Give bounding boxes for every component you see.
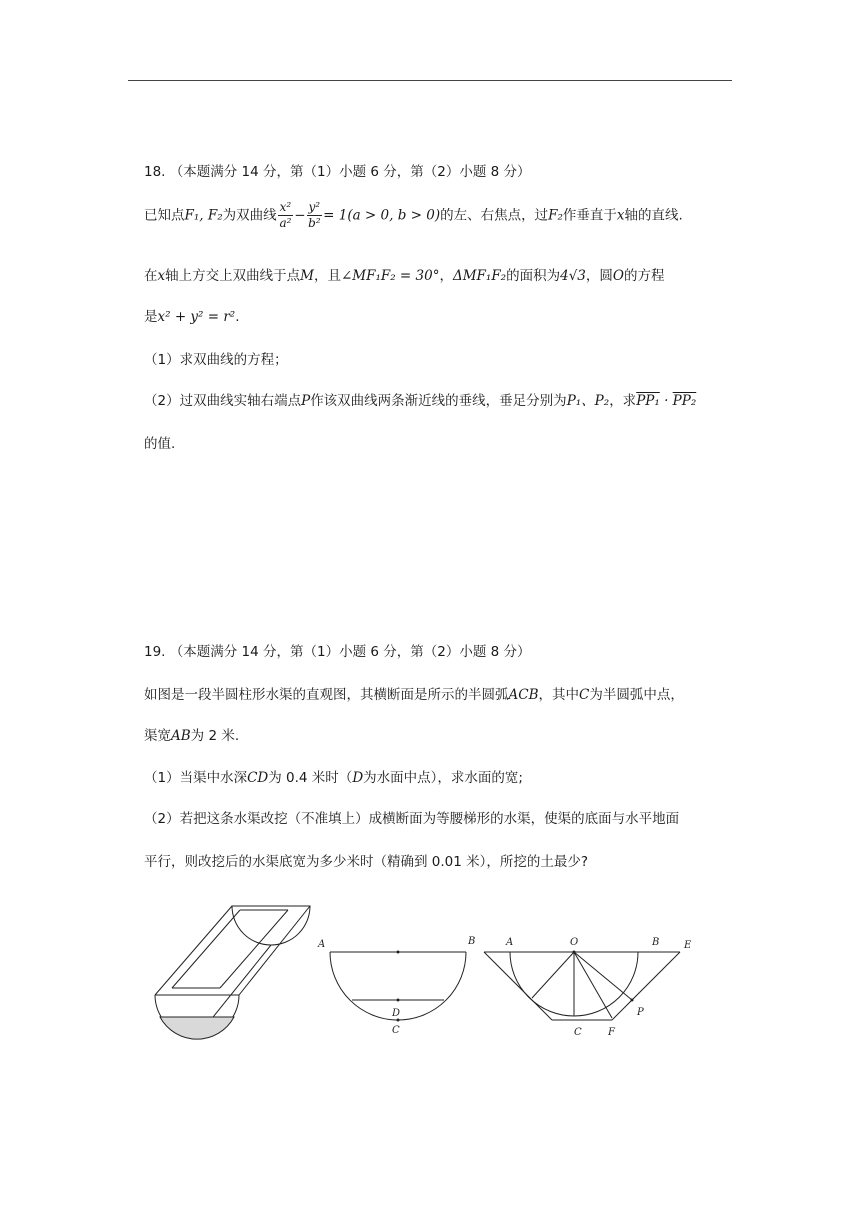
label-e: E [684, 940, 692, 951]
vector-pp1: PP₁ [636, 393, 660, 409]
segment-of [574, 952, 612, 1018]
figure-trapezoid-section [480, 932, 700, 1042]
segment-op [574, 952, 632, 1000]
point-o [573, 951, 576, 954]
back-half-circle [232, 906, 310, 945]
point-p [631, 999, 634, 1002]
center-point [397, 951, 400, 954]
q18-part2: （2）过双曲线实轴右端点P作该双曲线两条渐近线的垂线，垂足分别为P₁、P₂，求PP₁ · PP₂ [144, 393, 697, 409]
math-triangle: ΔMF₁F₂ [452, 268, 507, 284]
figure-channel-perspective [150, 900, 320, 1045]
q18-line3: 是x² + y² = r². [144, 309, 240, 325]
q19-part2-line1: （2）若把这条水渠改挖（不准填上）成横断面为等腰梯形的水渠，使渠的底面与水平地面 [144, 811, 680, 827]
label-d: D [392, 1008, 401, 1019]
label-c: C [574, 1027, 582, 1038]
figure-semicircle-section [312, 932, 482, 1042]
q18-line2: 在x轴上方交上双曲线于点M，且∠MF₁F₂ = 30°，ΔMF₁F₂的面积为4√3，圆O的方程 [144, 268, 665, 284]
q18-part1: （1）求双曲线的方程； [144, 352, 288, 368]
label-b: B [652, 937, 660, 948]
q18-header: 18. （本题满分 14 分，第（1）小题 6 分，第（2）小题 8 分） [144, 164, 531, 180]
label-b: B [468, 936, 476, 947]
math-angle: ∠MF₁F₂ = 30° [340, 268, 440, 284]
q19-header: 19. （本题满分 14 分，第（1）小题 6 分，第（2）小题 8 分） [144, 644, 531, 660]
label-a: A [318, 939, 326, 950]
edge-right-top [239, 906, 310, 995]
trapezoid-right-side [612, 952, 680, 1020]
vector-pp2: PP₂ [672, 393, 697, 409]
math-circle: x² + y² = r² [157, 309, 236, 325]
trapezoid-left-side [484, 952, 552, 1020]
frac-y2-b2: $\frac{\text{y²}}{\text{b²}}$ [308, 200, 321, 230]
segment-o-left [532, 952, 574, 998]
q19-part1: （1）当渠中水深CD为 0.4 米时（D为水面中点），求水面的宽; [144, 770, 523, 786]
label-o: O [570, 937, 579, 948]
edge-left-top [155, 906, 232, 995]
water-shaded [160, 1017, 234, 1039]
q18-line1: 已知点F₁, F₂为双曲线 $\frac{\text{x²}}{\text{a²}}$ − $\frac{\text{y²}}{\text{b²}}$ = 1(a > 0, b > 0)的左、右焦点，过F₂作垂直于x轴的直线. [144, 200, 683, 230]
q19-part2-line2: 平行，则改挖后的水渠底宽为多少米时（精确到 0.01 米），所挖的土最少? [144, 854, 589, 870]
point-d [397, 999, 400, 1002]
label-p: P [637, 1007, 644, 1018]
label-c: C [392, 1025, 400, 1036]
math-f1f2: F₁, F₂ [184, 207, 223, 224]
q19-line2: 渠宽AB为 2 米. [144, 728, 240, 744]
math-eq: = 1(a > 0, b > 0) [323, 207, 441, 224]
q19-line1: 如图是一段半圆柱形水渠的直观图，其横断面是所示的半圆弧ACB，其中C为半圆弧中点， [144, 687, 684, 703]
label-a: A [506, 937, 514, 948]
top-rule [128, 80, 732, 81]
frac-x2-a2: $\frac{\text{x²}}{\text{a²}}$ [279, 200, 292, 230]
q18-part2-end: 的值. [144, 436, 176, 452]
label-f: F [608, 1027, 615, 1038]
math-area: 4√3 [560, 268, 586, 284]
